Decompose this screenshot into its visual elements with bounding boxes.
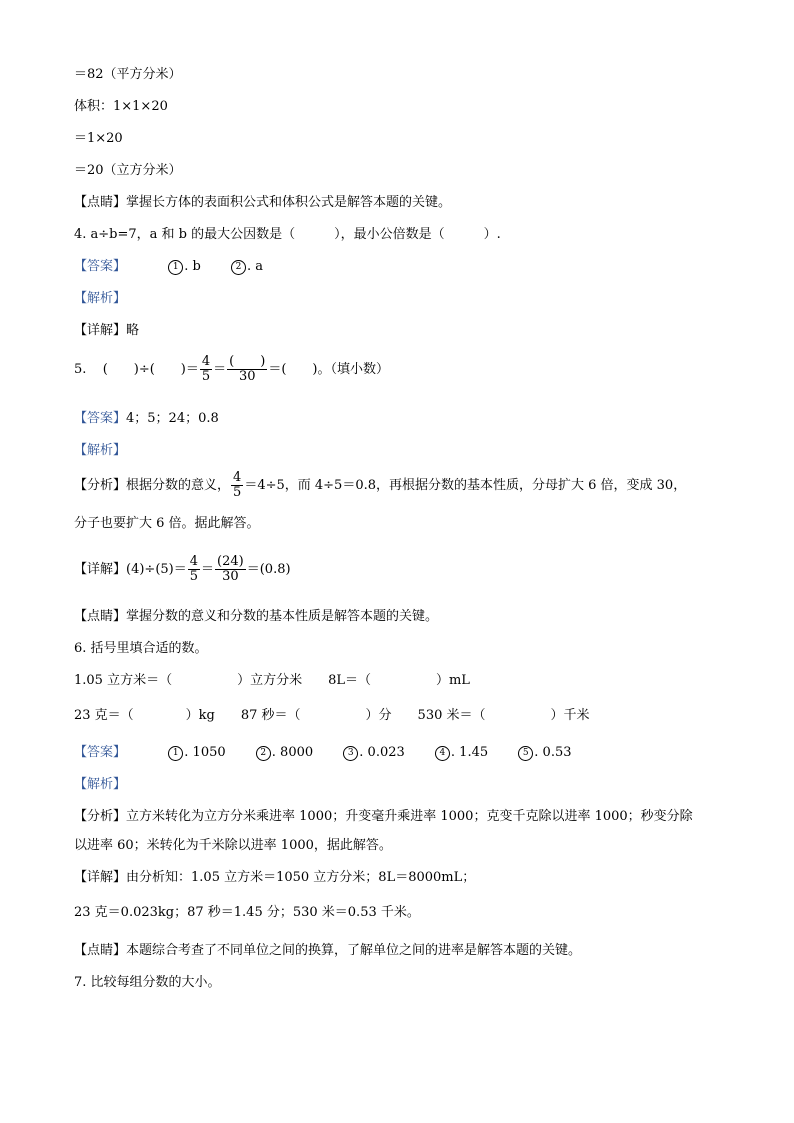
q6-question: 6. 括号里填合适的数。 (74, 641, 208, 656)
answer-tag: 【答案】 (74, 745, 127, 760)
prev-line-3: ＝1×20 (74, 131, 123, 146)
answer-item-4 (435, 745, 488, 761)
q6-dianjing (74, 943, 581, 959)
prev-line-2: 体积：1×1×20 (74, 99, 168, 114)
answer-item-2 (231, 259, 263, 275)
fraction-24-30: $\frac{(24)}{30}$ (217, 554, 244, 584)
xiangjie-tag: 【详解】 (74, 562, 127, 577)
q5-fenxi (74, 468, 686, 504)
answer-value: . 0.023 (359, 745, 405, 760)
answer-tag: 【答案】 (74, 259, 127, 274)
xiangjie-text: 由分析知：1.05 立方米＝1050 立方分米；8L＝8000mL； (126, 870, 476, 885)
prev-dianjing (74, 195, 451, 211)
dianjing-text: 掌握分数的意义和分数的基本性质是解答本题的关键。 (126, 609, 439, 624)
q5-xiangjie (74, 552, 291, 588)
fraction-4-5: $\frac{4}{5}$ (189, 554, 199, 584)
dianjing-tag: 【点睛】 (74, 195, 127, 210)
blank-divide: ( )÷( )＝ (102, 362, 199, 377)
fenxi-text-a: 根据分数的意义， (126, 478, 231, 493)
circled-number: 5 (518, 746, 533, 761)
prev-line-4: ＝20（立方分米） (74, 163, 182, 178)
equals: ＝ (213, 362, 227, 377)
answer-item-3 (343, 745, 404, 761)
fenxi-tag: 【分析】 (74, 478, 127, 493)
dianjing-text: 本题综合考查了不同单位之间的换算，了解单位之间的进率是解答本题的关键。 (126, 943, 582, 958)
answer-item-2 (256, 745, 313, 761)
answer-text: 4；5；24；0.8 (126, 411, 219, 426)
circled-number: 1 (168, 260, 183, 275)
dianjing-tag: 【点睛】 (74, 609, 127, 624)
answer-item-1 (168, 745, 225, 761)
q4-question: 4. a÷b=7，a 和 b 的最大公因数是（ ），最小公倍数是（ ）. (74, 227, 501, 242)
q5-answer (74, 411, 219, 427)
answer-tag: 【答案】 (74, 411, 127, 426)
fraction-4-5: $\frac{4}{5}$ (201, 354, 211, 384)
answer-value: . b (184, 259, 201, 274)
dianjing-text: 掌握长方体的表面积公式和体积公式是解答本题的关键。 (126, 195, 452, 210)
circled-number: 4 (435, 746, 450, 761)
xiangjie-text-2: ＝(0.8) (246, 562, 291, 577)
dianjing-tag: 【点睛】 (74, 943, 127, 958)
circled-number: 1 (168, 746, 183, 761)
xiangjie-text-1: (4)÷(5)＝ (126, 562, 187, 577)
q6-answer (74, 745, 598, 761)
q6-jiexi: 【解析】 (74, 777, 127, 792)
answer-value: . 1050 (184, 745, 226, 760)
answer-value: . 1.45 (450, 745, 489, 760)
q4-answer (74, 259, 289, 275)
answer-item-1 (168, 259, 201, 275)
q7-question: 7. 比较每组分数的大小。 (74, 975, 221, 990)
fraction-4-5: $\frac{4}{5}$ (233, 470, 242, 500)
fenxi-text-b: ＝4÷5，而 4÷5＝0.8，再根据分数的基本性质，分母扩大 6 倍，变成 30， (244, 478, 687, 493)
answer-value: . a (247, 259, 264, 274)
question-number: 5. (74, 362, 87, 377)
q5-question (74, 352, 389, 388)
q4-xiangjie (74, 323, 139, 339)
q6-fenxi-cont: 以进率 60；米转化为千米除以进率 1000，据此解答。 (74, 838, 392, 853)
q5-fenxi-cont: 分子也要扩大 6 倍。据此解答。 (74, 516, 260, 531)
circled-number: 2 (231, 260, 246, 275)
q6-row-1: 1.05 立方米＝（ ）立方分米 8L＝（ ）mL (74, 673, 470, 688)
q6-xiangjie-cont: 23 克＝0.023kg；87 秒＝1.45 分；530 米＝0.53 千米。 (74, 905, 420, 920)
circled-number: 3 (343, 746, 358, 761)
circled-number: 2 (256, 746, 271, 761)
prev-line-1: ＝82（平方分米） (74, 67, 182, 82)
xiangjie-text: 略 (126, 323, 140, 338)
blank-decimal: ＝( )。（填小数） (268, 362, 389, 377)
q4-jiexi: 【解析】 (74, 291, 127, 306)
q6-row-2: 23 克＝（ ）kg 87 秒＝（ ）分 530 米＝（ ）千米 (74, 708, 590, 723)
fenxi-text: 立方米转化为立方分米乘进率 1000；升变毫升乘进率 1000；克变千克除以进率 1000；秒变分除 (126, 809, 693, 824)
answer-value: . 8000 (271, 745, 314, 760)
q6-xiangjie (74, 870, 475, 886)
xiangjie-tag: 【详解】 (74, 870, 127, 885)
q5-dianjing (74, 609, 438, 625)
answer-item-5 (518, 745, 571, 761)
equals: ＝ (201, 562, 215, 577)
xiangjie-tag: 【详解】 (74, 323, 127, 338)
q5-jiexi: 【解析】 (74, 443, 127, 458)
fenxi-tag: 【分析】 (74, 809, 127, 824)
fraction-blank-30: $\frac{( )}{30}$ (229, 354, 266, 384)
answer-value: . 0.53 (534, 745, 572, 760)
q6-fenxi (74, 809, 693, 825)
